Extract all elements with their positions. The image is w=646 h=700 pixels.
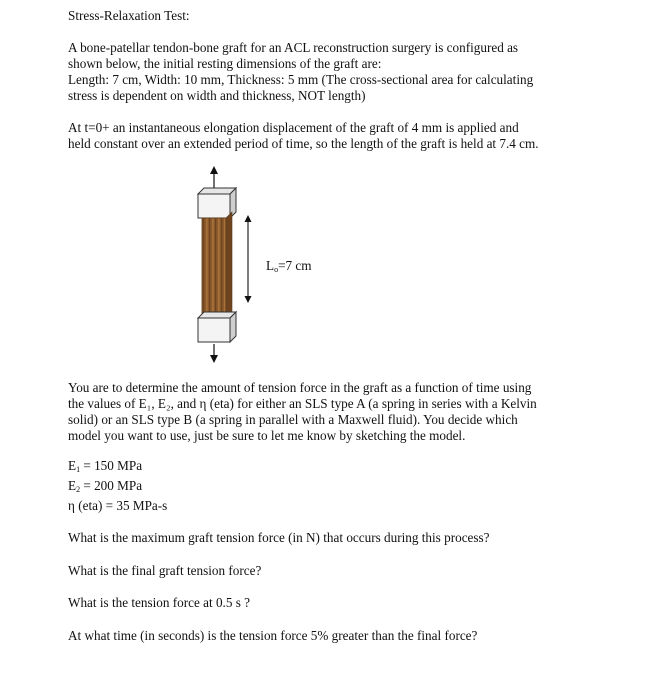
e1-subscript: 1 [76,465,81,474]
intro-paragraph [68,40,628,104]
tendon-graft [202,218,226,318]
intro-line: A bone-patellar tendon-bone graft for an ACL reconstruction surgery is configured as [68,40,519,55]
e2-value: = 200 MPa [80,478,143,493]
determine-line: the values of E₁, E₂, and η (eta) for either an SLS type A (a spring in series with a Kelvin [68,396,537,411]
determine-line: solid) or an SLS type B (a spring in parallel with a Maxwell fluid). You decide which [68,412,518,427]
e1-symbol: E [68,458,77,473]
e2-subscript: 2 [76,485,81,494]
param-e1 [68,458,628,478]
question-max-force: What is the maximum graft tension force (in N) that occurs during this process? [68,530,490,545]
elongation-paragraph [68,120,628,152]
tendon-side [226,212,232,318]
elongation-line: At t=0+ an instantaneous elongation displacement of the graft of 4 mm is applied and [68,120,519,135]
graft-diagram [68,166,628,364]
question-time-five-percent: At what time (in seconds) is the tension force 5% greater than the final force? [68,628,478,643]
param-eta: η (eta) = 35 MPa-s [68,498,168,513]
graft-figure [68,166,628,364]
determine-paragraph [68,380,628,444]
determine-line: model you want to use, just be sure to let me know by sketching the model. [68,428,466,443]
question-final-force: What is the final graft tension force? [68,563,262,578]
bottom-bone-block [198,312,236,342]
intro-line: shown below, the initial resting dimensions of the graft are: [68,56,382,71]
document-page [68,8,628,644]
length-label [266,258,312,278]
length-dimension-icon [245,215,252,303]
e2-symbol: E [68,478,77,493]
length-subscript: o [274,265,279,274]
intro-line: stress is dependent on width and thickness, NOT length) [68,88,366,103]
page-title: Stress-Relaxation Test: [68,8,190,23]
parameter-list [68,458,628,514]
bottom-arrow-icon [210,344,218,363]
determine-line: You are to determine the amount of tension force in the graft as a function of time using [68,380,532,395]
top-arrow-icon [210,166,218,188]
param-e2 [68,478,628,498]
intro-line: Length: 7 cm, Width: 10 mm, Thickness: 5 mm (The cross-sectional area for calculating [68,72,534,87]
length-value: =7 cm [278,258,312,273]
length-symbol: L [266,258,275,273]
question-force-half-second: What is the tension force at 0.5 s ? [68,595,251,610]
e1-value: = 150 MPa [80,458,143,473]
elongation-line: held constant over an extended period of time, so the length of the graft is held at 7.4 cm. [68,136,539,151]
